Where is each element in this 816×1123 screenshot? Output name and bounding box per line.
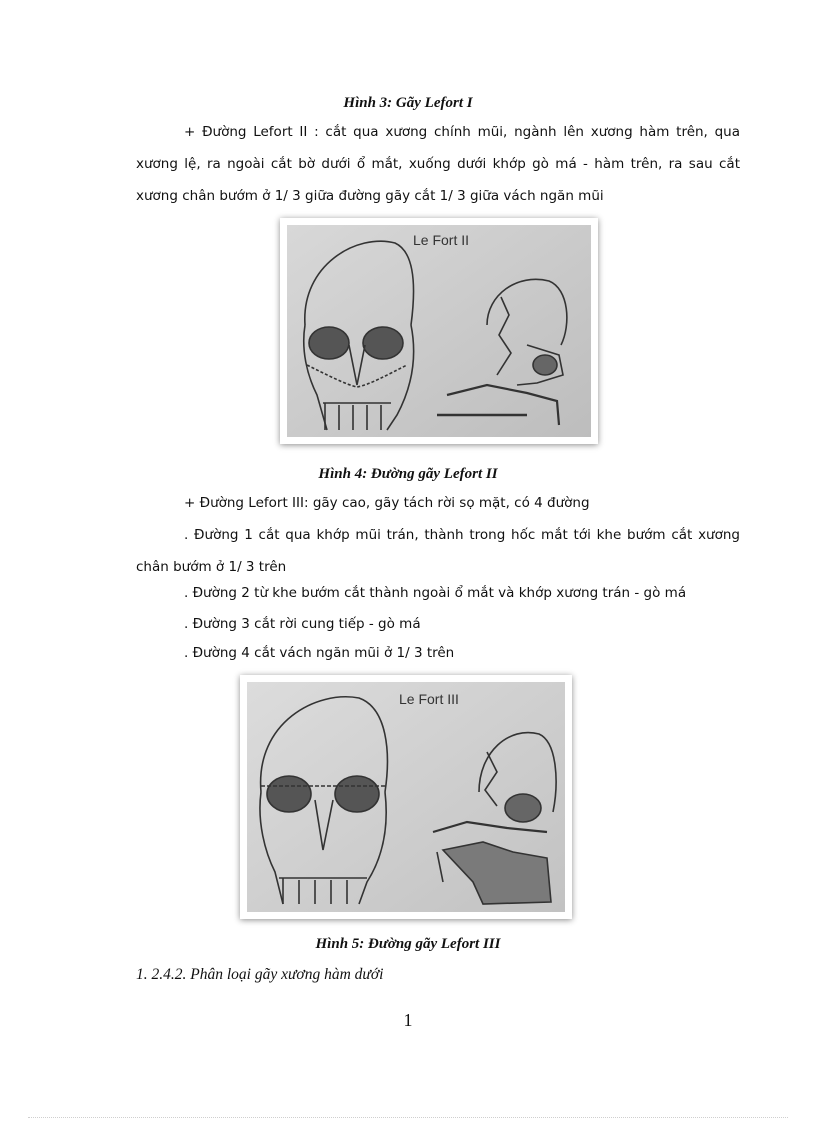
lefort-3-skull-illustration bbox=[247, 682, 565, 912]
lefort-3-intro: + Đường Lefort III: gãy cao, gãy tách rời sọ mặt, có 4 đường bbox=[184, 495, 590, 511]
figure-4-label: Le Fort II bbox=[413, 232, 470, 248]
page-number: 1 bbox=[403, 1010, 413, 1030]
figure-5-caption: Hình 5: Đường gãy Lefort III bbox=[315, 936, 501, 952]
lefort-2-skull-illustration bbox=[287, 225, 591, 437]
section-heading: 1. 2.4.2. Phân loại gãy xương hàm dưới bbox=[136, 966, 384, 983]
figure-4-image bbox=[280, 218, 598, 444]
figure-5-label: Le Fort III bbox=[399, 691, 459, 707]
figure-4-caption: Hình 4: Đường gãy Lefort II bbox=[318, 466, 498, 482]
lefort-3-line-3: . Đường 3 cắt rời cung tiếp - gò má bbox=[184, 616, 421, 632]
figure-3-caption: Hình 3: Gãy Lefort I bbox=[343, 95, 473, 111]
lefort-3-line-2: . Đường 2 từ khe bướm cắt thành ngoài ổ mắt và khớp xương trán - gò má bbox=[184, 585, 687, 601]
footer-divider bbox=[28, 1117, 788, 1118]
lefort-3-line-4: . Đường 4 cắt vách ngăn mũi ở 1/ 3 trên bbox=[184, 645, 455, 661]
figure-5-image bbox=[240, 675, 572, 919]
lefort-2-paragraph: + Đường Lefort II : cắt qua xương chính mũi, ngành lên xương hàm trên, qua xương lệ, ra ngoài cắt bờ dưới ổ mắt, xuống dưới khớp gò má - hàm trên, ra sau cắt xương chân bướm ở 1/ 3 giữa đường gãy cắt 1/ 3 giữa vách ngăn mũi bbox=[136, 124, 740, 204]
lefort-3-line-1: . Đường 1 cắt qua khớp mũi trán, thành trong hốc mắt tới khe bướm cắt xương chân bướm ở 1/ 3 trên bbox=[136, 527, 740, 575]
